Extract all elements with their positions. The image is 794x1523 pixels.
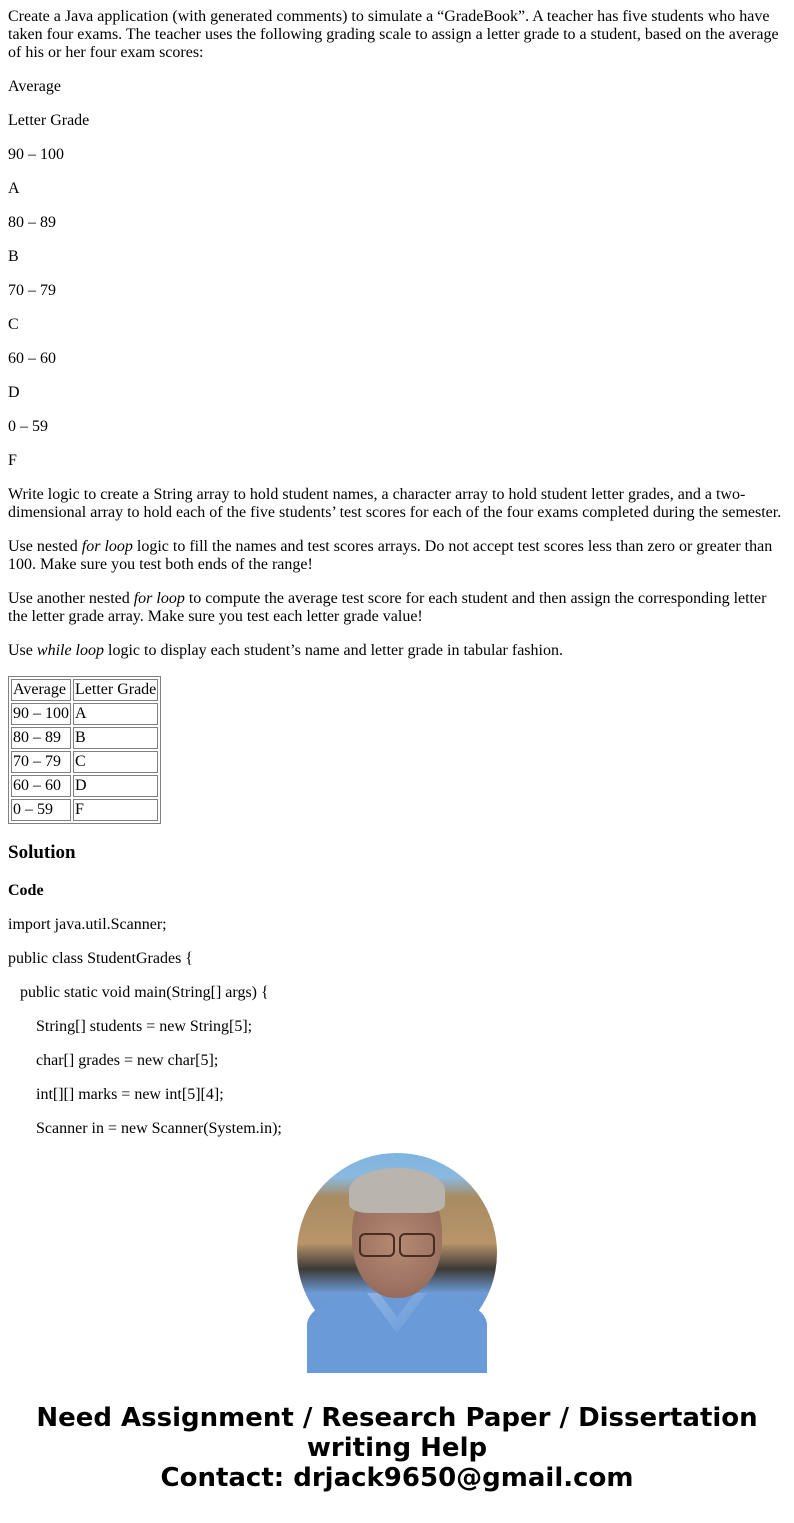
emphasis: while loop — [36, 642, 104, 659]
grade-scale-table — [8, 676, 161, 824]
table-cell: F — [73, 799, 158, 821]
table-cell: 80 – 89 — [11, 727, 71, 749]
text: Use — [8, 642, 37, 659]
scale-line: C — [8, 316, 19, 333]
scale-line: B — [8, 248, 19, 265]
paragraph-nested-loop — [8, 538, 786, 574]
code-line: import java.util.Scanner; — [8, 916, 167, 933]
avatar-glasses-icon — [359, 1233, 435, 1255]
code-line: Scanner in = new Scanner(System.in); — [36, 1120, 282, 1137]
question-intro: Create a Java application (with generated comments) to simulate a “GradeBook”. A teacher has five students who have taken four exams. The teacher uses the following grading scale to assign a letter grade to a student, based on the average of his or her four exam scores: — [8, 8, 779, 61]
code-line: int[][] marks = new int[5][4]; — [36, 1086, 224, 1103]
avatar-hair — [349, 1168, 445, 1213]
table-cell: 0 – 59 — [11, 799, 71, 821]
table-cell: C — [73, 751, 158, 773]
table-row — [11, 727, 158, 749]
table-header-cell: Letter Grade — [73, 679, 158, 701]
scale-line: A — [8, 180, 20, 197]
document-content — [8, 0, 786, 1137]
promo-line: writing Help — [306, 1433, 488, 1463]
table-row — [11, 751, 158, 773]
code-line: public static void main(String[] args) { — [20, 984, 269, 1001]
scale-line: Average — [8, 78, 61, 95]
text: Use nested — [8, 538, 82, 555]
table-cell: A — [73, 703, 158, 725]
author-avatar — [297, 1153, 497, 1353]
paragraph-while-loop — [8, 642, 786, 660]
scale-line: 60 – 60 — [8, 350, 56, 367]
promo-contact: Contact: drjack9650@gmail.com — [160, 1463, 634, 1493]
scale-line: 90 – 100 — [8, 146, 64, 163]
promo-banner — [0, 1403, 794, 1493]
code-line: public class StudentGrades { — [8, 950, 193, 967]
text: to compute the average test score for each student and then assign the corresponding letter the letter grade array. Make sure you test each letter grade value! — [8, 590, 767, 625]
emphasis: for loop — [81, 538, 133, 555]
table-cell: 60 – 60 — [11, 775, 71, 797]
solution-heading: Solution — [8, 842, 76, 863]
scale-line: D — [8, 384, 20, 401]
table-cell: 70 – 79 — [11, 751, 71, 773]
promo-line: Need Assignment / Research Paper / Dissertation — [36, 1403, 758, 1433]
code-heading: Code — [8, 882, 44, 899]
paragraph-average-loop — [8, 590, 786, 626]
scale-line: F — [8, 452, 17, 469]
table-row — [11, 703, 158, 725]
table-cell: B — [73, 727, 158, 749]
code-line: char[] grades = new char[5]; — [36, 1052, 219, 1069]
text: Use another nested — [8, 590, 134, 607]
table-row — [11, 799, 158, 821]
table-cell: 90 – 100 — [11, 703, 71, 725]
emphasis: for loop — [133, 590, 185, 607]
text: logic to display each student’s name and letter grade in tabular fashion. — [104, 642, 563, 659]
code-line: String[] students = new String[5]; — [36, 1018, 253, 1035]
table-cell: D — [73, 775, 158, 797]
scale-line: 80 – 89 — [8, 214, 56, 231]
scale-line: 70 – 79 — [8, 282, 56, 299]
table-header-row — [11, 679, 158, 701]
scale-line: Letter Grade — [8, 112, 90, 129]
table-header-cell: Average — [11, 679, 71, 701]
avatar-shirt — [307, 1293, 487, 1373]
paragraph-arrays: Write logic to create a String array to hold student names, a character array to hold student letter grades, and a two-dimensional array to hold each of the five students’ test scores for each of the four exams completed during the semester. — [8, 486, 782, 521]
table-row — [11, 775, 158, 797]
text: logic to fill the names and test scores arrays. Do not accept test scores less than zero or greater than 100. Make sure you test both ends of the range! — [8, 538, 773, 573]
scale-line: 0 – 59 — [8, 418, 48, 435]
